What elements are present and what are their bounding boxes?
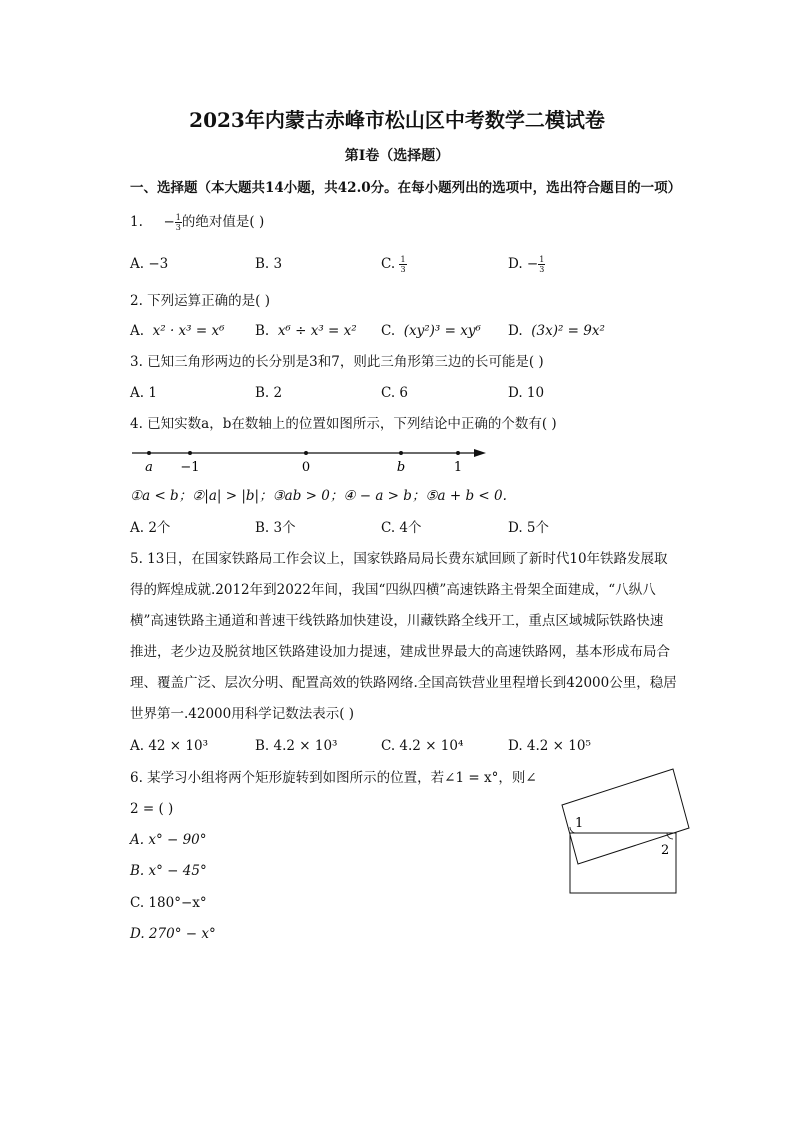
q6-option-c[interactable]: C. 180°−x° — [130, 895, 207, 911]
question-5-line: 5. 13日，在国家铁路局工作会议上，国家铁路局局长费东斌回顾了新时代10年铁路发展取 — [130, 551, 668, 567]
q5-option-b[interactable]: B. 4.2 × 10³ — [255, 738, 338, 754]
q2-option-c[interactable]: C. (xy²)³ = xy⁶ — [381, 323, 481, 339]
point-zero — [304, 451, 308, 455]
question-1-stem — [130, 213, 264, 232]
number-line-arrow — [474, 449, 486, 457]
point-one — [456, 451, 460, 455]
question-5-line: 理、覆盖广泛、层次分明、配置高效的铁路网络.全国高铁营业里程增长到42000公里，稳居 — [130, 675, 677, 691]
label-b: b — [396, 460, 406, 475]
label-one: 1 — [453, 460, 463, 475]
q6-option-a[interactable]: A. x° − 90° — [130, 832, 207, 848]
lower-rectangle — [570, 833, 676, 893]
angle-label-2: 2 — [661, 843, 670, 858]
q1-option-d[interactable]: D. − $\frac{1}{3}$ — [508, 255, 545, 274]
q2-option-d[interactable]: D. (3x)² = 9x² — [508, 323, 605, 339]
point-b — [399, 451, 403, 455]
question-3-stem: 3. 已知三角形两边的长分别是3和7，则此三角形第三边的长可能是( ) — [130, 354, 544, 370]
question-4-stem: 4. 已知实数a，b在数轴上的位置如图所示，下列结论中正确的个数有( ) — [130, 416, 557, 432]
q4-option-d[interactable]: D. 5个 — [508, 520, 550, 536]
q5-option-a[interactable]: A. 42 × 10³ — [130, 738, 208, 754]
question-5-line: 得的辉煌成就.2012年到2022年间，我国“四纵四横”高速铁路主骨架全面建成，“八纵八 — [130, 582, 656, 598]
question-2-stem: 2. 下列运算正确的是( ) — [130, 293, 270, 309]
q3-option-d[interactable]: D. 10 — [508, 385, 545, 401]
q2-option-a[interactable]: A. x² · x³ = x⁶ — [130, 323, 225, 339]
q3-option-c[interactable]: C. 6 — [381, 385, 409, 401]
question-5-line: 世界第一.42000用科学记数法表示( ) — [130, 706, 355, 722]
question-6-line2: 2 = ( ) — [130, 801, 174, 817]
question-6-line1: 6. 某学习小组将两个矩形旋转到如图所示的位置，若∠1 = x°，则∠ — [130, 770, 537, 786]
label-minus-one: −1 — [180, 460, 200, 475]
q1-option-c[interactable]: C. $\frac{1}{3}$ — [381, 255, 406, 274]
point-minus-one — [188, 451, 192, 455]
number-line-figure — [128, 440, 493, 476]
q1-option-d-fraction: $\frac{1}{3}$ — [539, 255, 545, 274]
rectangles-figure — [560, 765, 695, 897]
question-5-line: 推进，老少边及脱贫地区铁路建设加力提速，建成世界最大的高速铁路网，基本形成布局合 — [130, 644, 670, 660]
label-zero: 0 — [301, 460, 311, 475]
q4-option-a[interactable]: A. 2个 — [130, 520, 171, 536]
q5-option-c[interactable]: C. 4.2 × 10⁴ — [381, 738, 464, 754]
label-a: a — [145, 460, 153, 475]
q1-number: 1. — [130, 214, 143, 230]
angle-label-1: 1 — [575, 816, 584, 831]
q1-fraction: $\frac{1}{3}$ — [175, 213, 181, 232]
q1-stem-text: 的绝对值是( ) — [181, 214, 265, 230]
q4-conclusions: ①a < b；②|a| > |b|；③ab > 0；④ − a > b；⑤a + b < 0. — [130, 488, 507, 504]
q1-minus: − — [163, 214, 175, 230]
q1-option-b[interactable]: B. 3 — [255, 256, 283, 272]
q3-option-a[interactable]: A. 1 — [130, 385, 157, 401]
q6-option-d[interactable]: D. 270° − x° — [130, 926, 216, 942]
q5-option-d[interactable]: D. 4.2 × 10⁵ — [508, 738, 591, 754]
q1-option-c-fraction: $\frac{1}{3}$ — [400, 255, 406, 274]
point-a — [147, 451, 151, 455]
q4-option-c[interactable]: C. 4个 — [381, 520, 422, 536]
q1-option-a[interactable]: A. −3 — [130, 256, 169, 272]
part-subtitle: 第Ⅰ卷（选择题） — [344, 148, 450, 164]
page-title: 2023年内蒙古赤峰市松山区中考数学二模试卷 — [189, 108, 605, 132]
question-5-line: 横”高速铁路主通道和普速干线铁路加快建设，川藏铁路全线开工，重点区域城际铁路快速 — [130, 613, 664, 629]
q4-option-b[interactable]: B. 3个 — [255, 520, 296, 536]
section-heading: 一、选择题（本大题共14小题，共42.0分。在每小题列出的选项中，选出符合题目的一项） — [130, 180, 682, 196]
q2-option-b[interactable]: B. x⁶ ÷ x³ = x² — [255, 323, 357, 339]
q6-option-b[interactable]: B. x° − 45° — [130, 863, 207, 879]
q3-option-b[interactable]: B. 2 — [255, 385, 283, 401]
